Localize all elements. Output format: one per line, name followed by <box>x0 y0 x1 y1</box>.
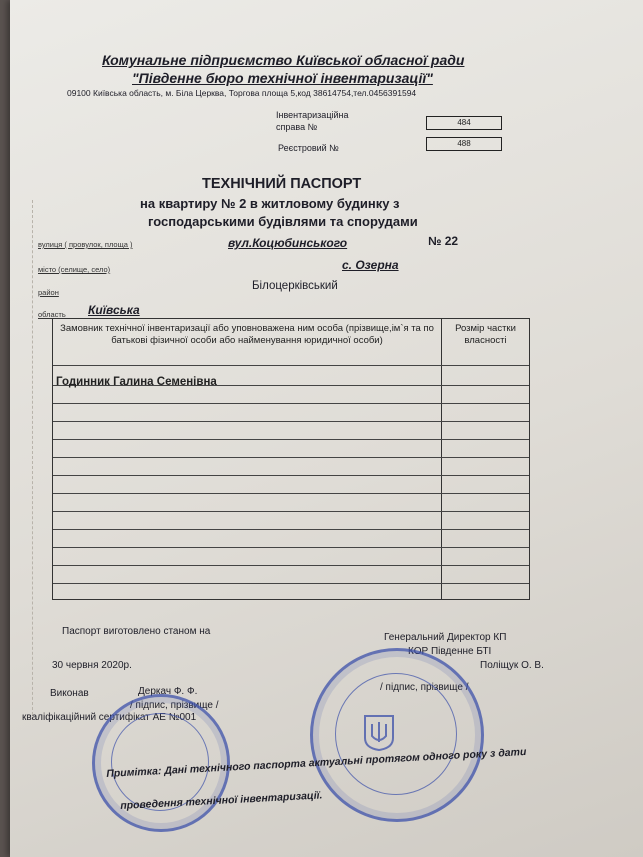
org-address: 09100 Київська область, м. Біла Церква, Торгова площа 5,код 38614754,тел.0456391594 <box>67 88 417 98</box>
made-label: Паспорт виготовлено станом на <box>62 626 211 637</box>
made-date: 30 червня 2020р. <box>52 660 132 671</box>
director-name: Поліщук О. В. <box>480 660 544 671</box>
doc-subtitle-1: на квартиру № 2 в житловому будинку з <box>140 196 400 211</box>
director-sign-label: / підпис, прізвище / <box>380 682 469 693</box>
note-line-2: проведення технічної інвентаризації. <box>120 789 323 812</box>
table-header-owner: Замовник технічної інвентаризації або уповноважена ним особа (прізвище,ім`я та по батькові фізичної особи або найменування юридичної особи) <box>60 323 434 346</box>
region-value: Київська <box>88 303 140 317</box>
org-name-line2: "Південне бюро технічної інвентаризації" <box>132 70 433 86</box>
doc-title: ТЕХНІЧНИЙ ПАСПОРТ <box>202 176 362 192</box>
director-title-2: КОР Південне БТІ <box>408 646 492 657</box>
doc-subtitle-2: господарськими будівлями та спорудами <box>148 214 418 229</box>
document-page <box>10 0 643 857</box>
city-value: с. Озерна <box>342 258 399 272</box>
owners-table <box>52 318 530 600</box>
table-header-share: Розмір частки власності <box>455 323 516 346</box>
trident-emblem-icon <box>362 712 396 752</box>
city-label: місто (селище, село) <box>38 265 111 274</box>
reg-number-box: 488 <box>426 137 502 151</box>
reg-label: Реєстровий № <box>278 143 339 153</box>
binding-margin <box>24 200 33 720</box>
inv-label-1: Інвентаризаційна <box>276 110 349 120</box>
certificate-label: кваліфікаційний сертифікат АЕ №001 <box>22 712 197 723</box>
district-value: Білоцерківський <box>252 280 338 292</box>
executor-sign-label: / підпис, прізвище / <box>130 700 219 711</box>
inv-number-box: 484 <box>426 116 502 130</box>
house-number: № 22 <box>428 234 459 248</box>
executor-name: Деркач Ф. Ф. <box>138 686 198 697</box>
street-label: вулиця ( провулок, площа ) <box>38 240 133 249</box>
inv-label-2: справа № <box>276 122 318 132</box>
district-label: район <box>38 288 59 297</box>
director-title-1: Генеральний Директор КП <box>384 632 507 643</box>
note-line-1: Примітка: Дані технічного паспорта актуальні протягом одного року з дати <box>106 745 527 780</box>
executor-label: Виконав <box>50 688 89 699</box>
table-row: Годинник Галина Семенівна <box>56 376 217 388</box>
round-stamp-right <box>310 648 484 822</box>
org-name-line1: Комунальне підприємство Київської обласної ради <box>102 52 465 68</box>
street-value: вул.Коцюбинського <box>228 236 348 250</box>
region-label: область <box>38 310 66 319</box>
